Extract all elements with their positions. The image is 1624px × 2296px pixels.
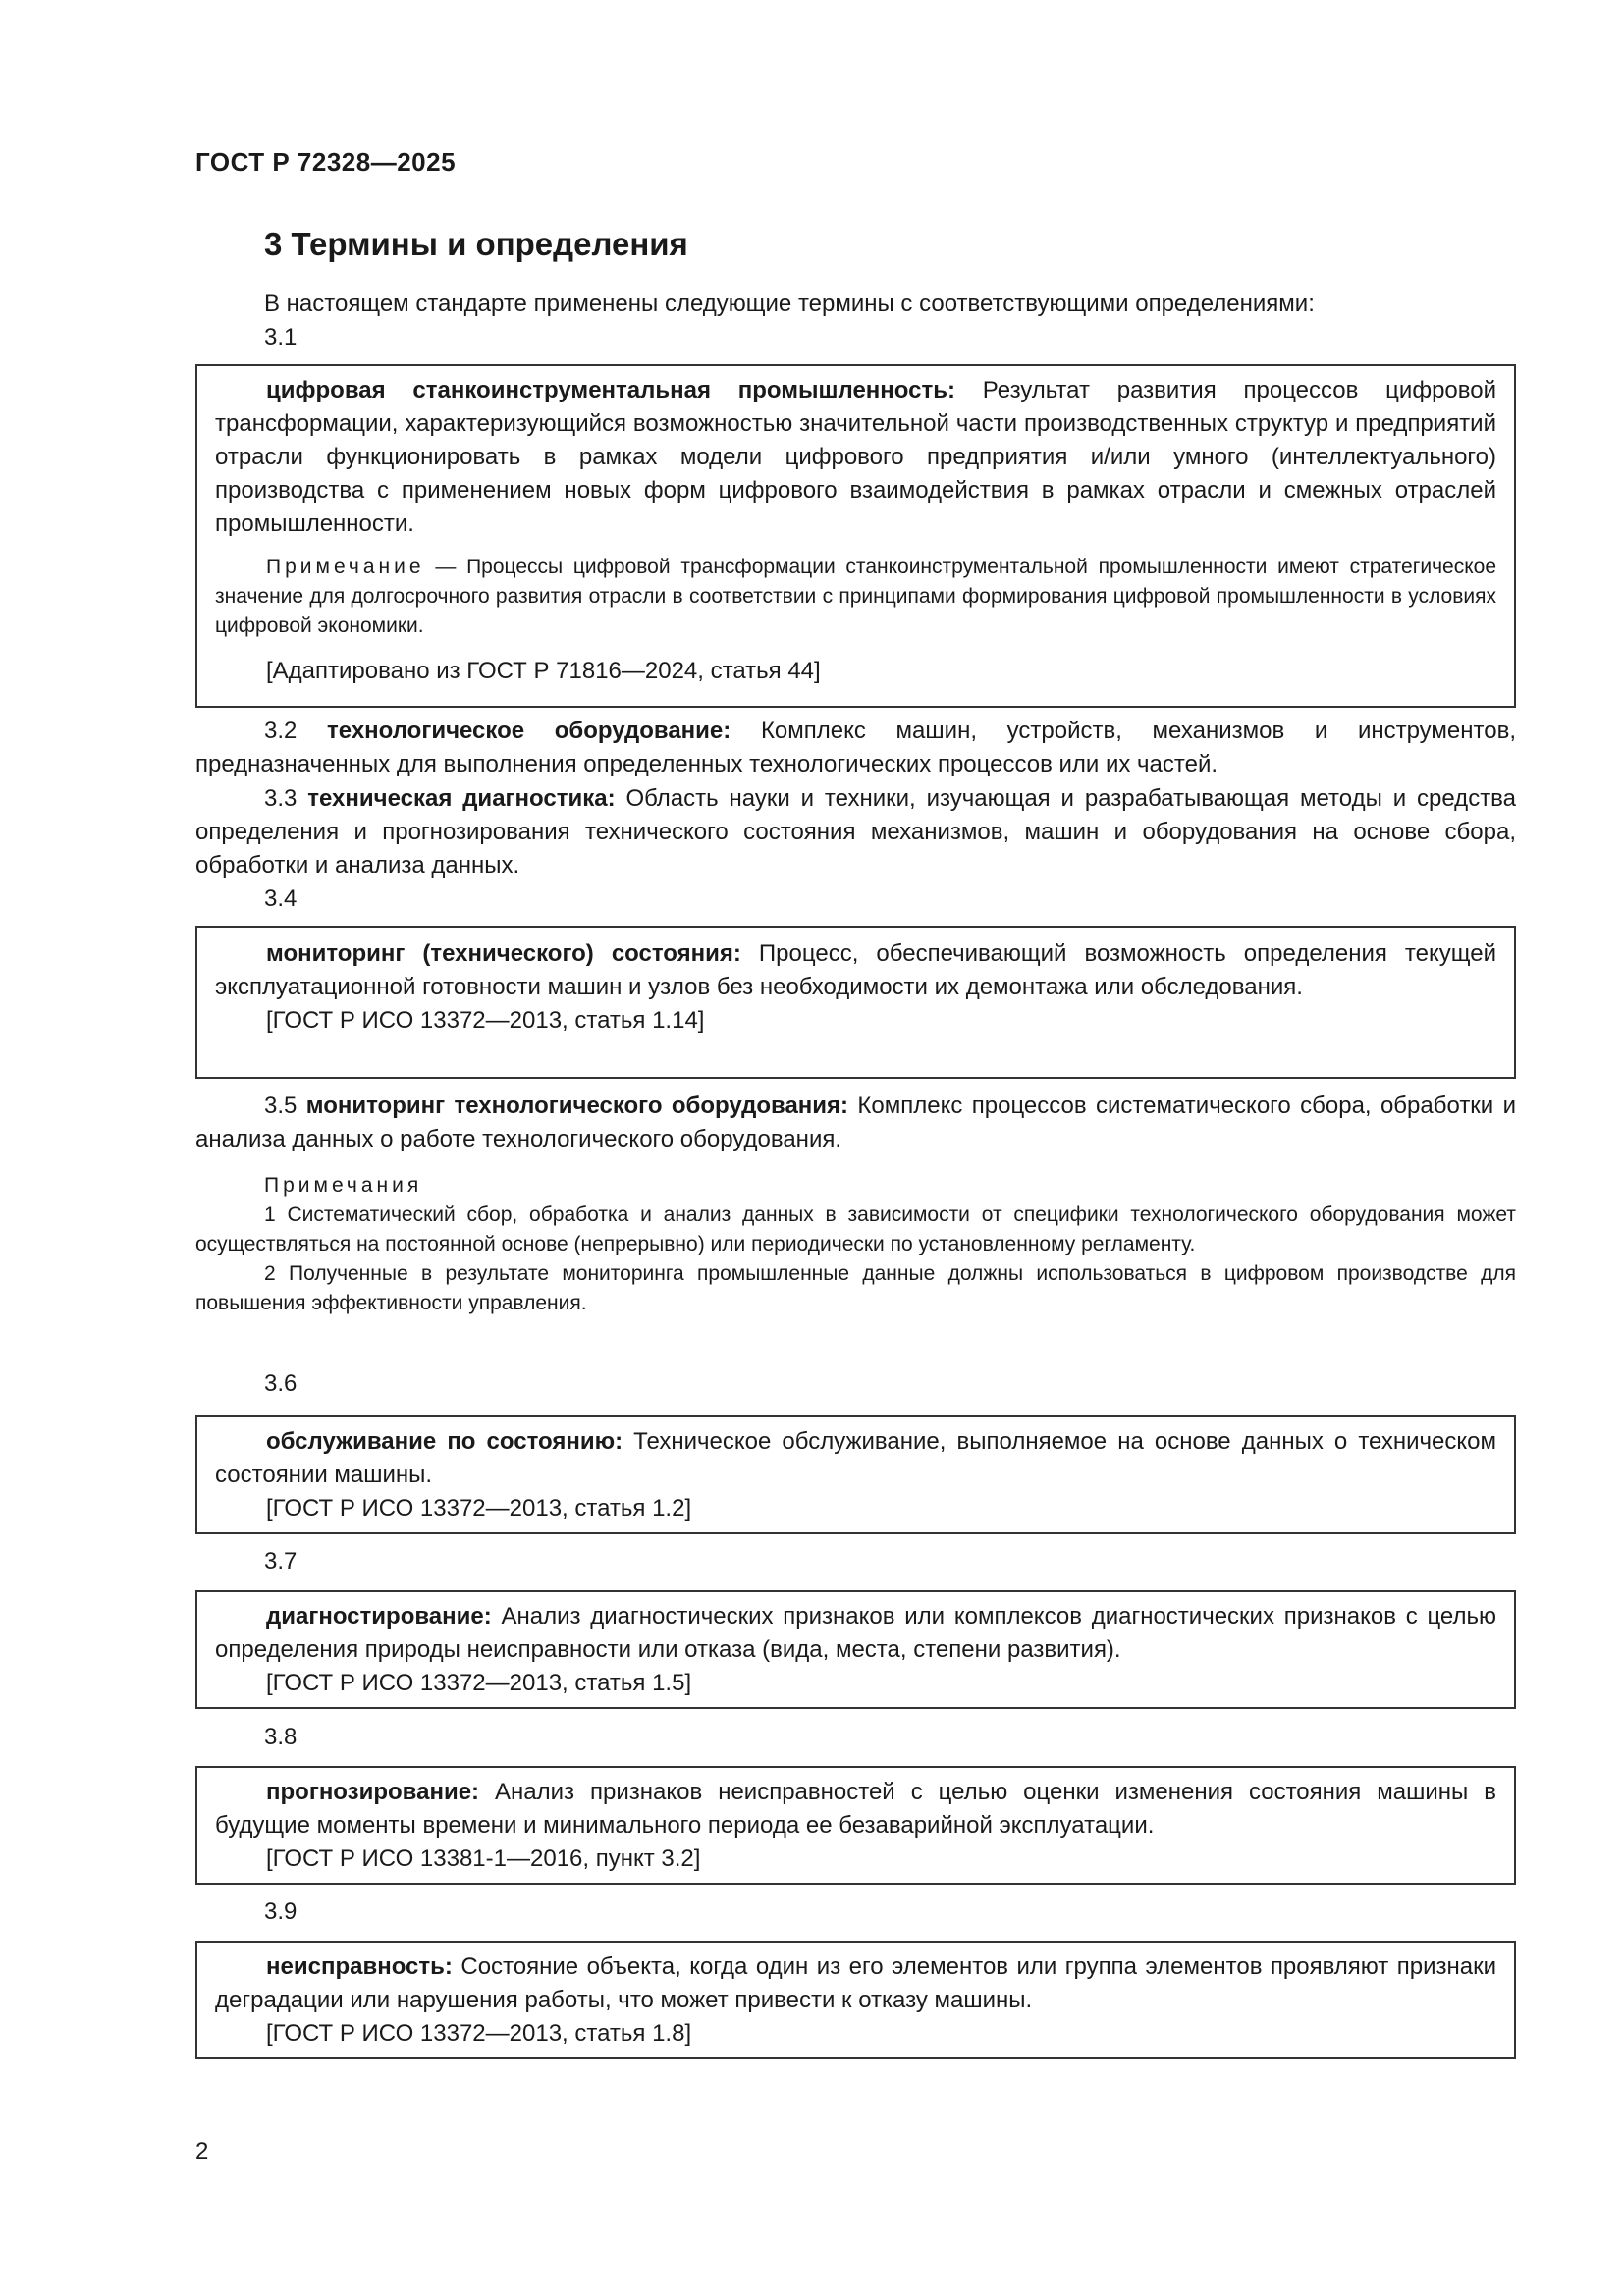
term-number-3-2: 3.2 (264, 718, 298, 744)
term-box-3-4 (195, 926, 1516, 1079)
term-text-3-1: Результат развития процессов цифровой трансформации, характеризующийся возможностью значительной части производственных структур и предприятий отрасли функционировать в рамках модели цифрового предприятия и/или умного (интеллектуального) производства с применением новых форм цифрового взаимодействия в рамках отрасли и смежных отраслей промышленности. (215, 377, 1497, 537)
term-source-3-8: [ГОСТ Р ИСО 13381-1—2016, пункт 3.2] (266, 1845, 701, 1872)
term-text-3-5: Комплекс процессов систематического сбора, обработки и анализа данных о работе технологического оборудования. (195, 1093, 1516, 1152)
term-text-3-8: Анализ признаков неисправностей с целью оценки изменения состояния машины в будущие моменты времени и минимального периода ее безаварийной эксплуатации. (215, 1779, 1496, 1839)
term-paragraph-3-2 (195, 715, 1516, 882)
term-definition-3-5 (195, 1090, 1516, 1156)
term-definition-3-7 (215, 1600, 1496, 1667)
term-source-3-9: [ГОСТ Р ИСО 13372—2013, статья 1.8] (266, 2020, 692, 2047)
term-number-3-3: 3.3 (264, 785, 298, 812)
term-name-3-6: обслуживание по состоянию: (266, 1428, 623, 1455)
term-definition-3-1 (215, 374, 1496, 541)
term-definition-3-8 (215, 1776, 1496, 1842)
term-text-3-4: Процесс, обеспечивающий возможность определения текущей эксплуатационной готовности машин и узлов без необходимости их демонтажа или обследования. (215, 940, 1496, 1000)
section-intro: В настоящем стандарте применены следующие термины с соответствующими определениями: (264, 291, 1315, 317)
page-number: 2 (195, 2138, 209, 2164)
term-box-3-8 (195, 1766, 1516, 1885)
term-name-3-2: технологическое оборудование: (327, 718, 731, 744)
term-name-3-8: прогнозирование: (266, 1779, 480, 1805)
term-box-3-7 (195, 1590, 1516, 1709)
term-number-3-7: 3.7 (264, 1548, 298, 1575)
term-definition-3-4 (215, 937, 1496, 1004)
term-number-3-9: 3.9 (264, 1898, 298, 1925)
term-source-3-6: [ГОСТ Р ИСО 13372—2013, статья 1.2] (266, 1495, 692, 1522)
term-box-3-6 (195, 1415, 1516, 1534)
term-text-3-3: Область науки и техники, изучающая и разрабатывающая методы и средства определения и прогнозирования технического состояния механизмов, машин и оборудования на основе сбора, обработки и анализа данных. (195, 785, 1517, 879)
notes-label: Примечания (264, 1174, 423, 1197)
term-definition-3-2 (195, 715, 1516, 781)
note-item-2: 2 Полученные в результате мониторинга промышленные данные должны использоваться в цифровом производстве для повышения эффективности управления. (195, 1262, 1516, 1314)
term-text-3-6: Техническое обслуживание, выполняемое на основе данных о техническом состоянии машины. (215, 1428, 1496, 1488)
term-name-3-4: мониторинг (технического) состояния: (266, 940, 741, 967)
term-definition-3-9 (215, 1950, 1496, 2017)
term-name-3-3: техническая диагностика: (307, 785, 616, 812)
term-number-3-1: 3.1 (264, 324, 298, 350)
note-label: Примечание (266, 556, 425, 578)
section-title: 3 Термины и определения (264, 226, 688, 262)
term-number-3-8: 3.8 (264, 1724, 298, 1750)
term-box-3-1 (195, 364, 1516, 708)
term-name-3-7: диагностирование: (266, 1603, 492, 1629)
term-box-3-9 (195, 1941, 1516, 2059)
note-text: — Процессы цифровой трансформации станкоинструментальной промышленности имеют стратегическое значение для долгосрочного развития отрасли в соответствии с принципами формирования цифровой промышленности в условиях цифровой экономики. (215, 556, 1496, 637)
term-number-3-5: 3.5 (264, 1093, 298, 1119)
term-note-3-1 (215, 553, 1496, 641)
note-item-1: 1 Систематический сбор, обработка и анализ данных в зависимости от специфики технологического оборудования может осуществляться на постоянной основе (непрерывно) или периодически по установленному регламенту. (195, 1203, 1516, 1255)
term-name-3-9: неисправность: (266, 1953, 453, 1980)
term-source-3-7: [ГОСТ Р ИСО 13372—2013, статья 1.5] (266, 1670, 692, 1696)
document-id-header: ГОСТ Р 72328—2025 (195, 147, 457, 177)
term-paragraph-3-5 (195, 1090, 1516, 1156)
term-text-3-2: Комплекс машин, устройств, механизмов и инструментов, предназначенных для выполнения определенных технологических процессов или их частей. (195, 718, 1517, 777)
term-number-3-6: 3.6 (264, 1370, 298, 1397)
term-definition-3-3 (195, 782, 1516, 882)
term-definition-3-6 (215, 1425, 1496, 1492)
term-text-3-9: Состояние объекта, когда один из его элементов или группа элементов проявляют признаки деградации или нарушения работы, что может привести к отказу машины. (215, 1953, 1496, 2013)
term-source-3-4: [ГОСТ Р ИСО 13372—2013, статья 1.14] (266, 1007, 705, 1034)
term-source-3-1: [Адаптировано из ГОСТ Р 71816—2024, статья 44] (266, 658, 821, 684)
term-number-3-4: 3.4 (264, 885, 298, 912)
term-notes-3-5 (195, 1171, 1516, 1318)
term-name-3-5: мониторинг технологического оборудования: (305, 1093, 849, 1119)
term-text-3-7: Анализ диагностических признаков или комплексов диагностических признаков с целью определения природы неисправности или отказа (вида, места, степени развития). (215, 1603, 1496, 1663)
term-name-3-1: цифровая станкоинструментальная промышленность: (266, 377, 955, 403)
